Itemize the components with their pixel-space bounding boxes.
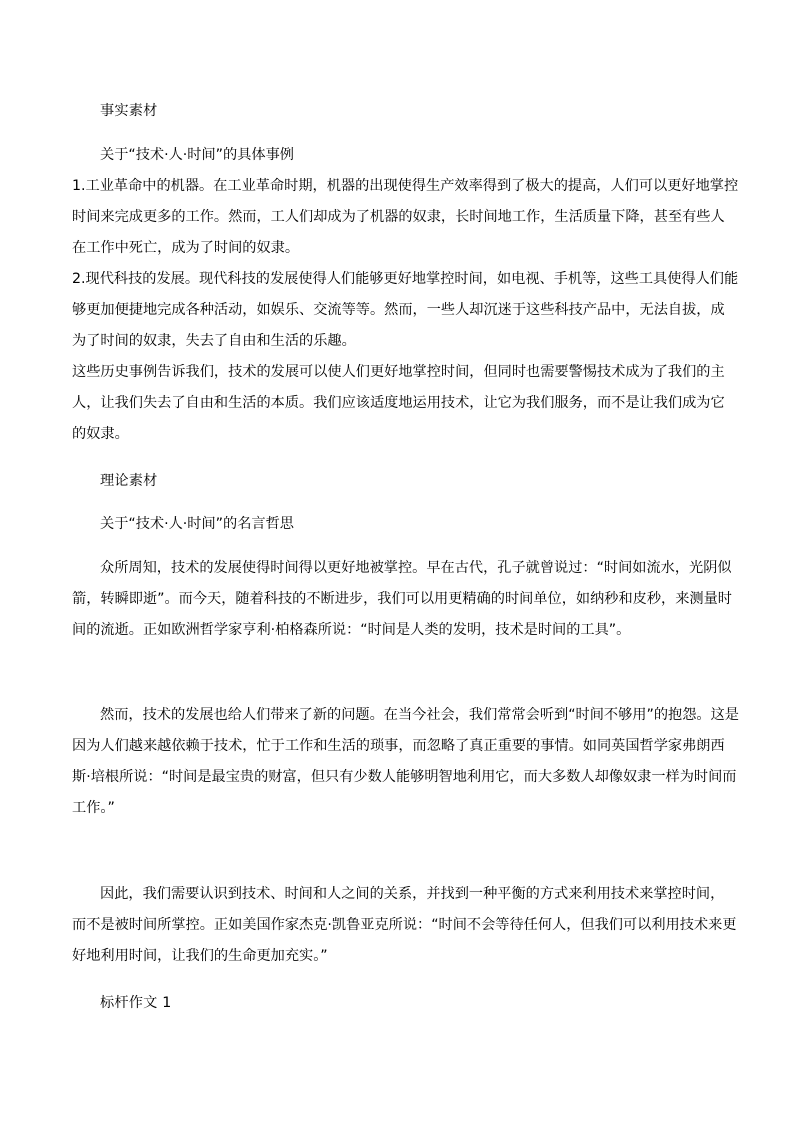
section-title-theory: 理论素材 <box>100 473 158 489</box>
quote3-line2: 而不是被时间所掌控。正如美国作家杰克·凯鲁亚克所说：“时间不会等待任何人，但我们可以利用技术来更 <box>72 917 737 933</box>
quote2-line3: 斯·培根所说：“时间是最宝贵的财富，但只有少数人能够明智地利用它，而大多数人却像奴隶一样为时间而 <box>72 769 737 785</box>
summary-line2: 人，让我们失去了自由和生活的本质。我们应该适度地运用技术，让它为我们服务，而不是让我们成为它 <box>72 395 725 411</box>
example1-line3: 在工作中死亡，成为了时间的奴隶。 <box>72 240 300 256</box>
section-title-facts: 事实素材 <box>100 103 158 119</box>
section-subtitle-examples: 关于“技术·人·时间”的具体事例 <box>100 147 294 163</box>
quote1-line1: 众所周知，技术的发展使得时间得以更好地被掌控。早在古代，孔子就曾说过：“时间如流水，光阴似 <box>100 560 732 576</box>
quote1-line3: 间的流逝。正如欧洲哲学家亨利·柏格森所说：“时间是人类的发明，技术是时间的工具”。 <box>72 622 631 638</box>
quote2-line4: 工作。” <box>72 800 115 816</box>
section-title-model-essay: 标杆作文 1 <box>100 995 172 1011</box>
example2-line3: 为了时间的奴隶，失去了自由和生活的乐趣。 <box>72 333 356 349</box>
example1-line1: 1.工业革命中的机器。在工业革命时期，机器的出现使得生产效率得到了极大的提高，人们可以更好地掌控 <box>72 178 739 194</box>
example1-line2: 时间来完成更多的工作。然而，工人们却成为了机器的奴隶，长时间地工作，生活质量下降，甚至有些人 <box>72 209 725 225</box>
quote2-line2: 因为人们越来越依赖于技术，忙于工作和生活的琐事，而忽略了真正重要的事情。如同英国哲学家弗朗西 <box>72 738 725 754</box>
quote2-line1: 然而，技术的发展也给人们带来了新的问题。在当今社会，我们常常会听到“时间不够用”的抱怨。这是 <box>100 707 739 723</box>
summary-line3: 的奴隶。 <box>72 426 129 442</box>
example2-line2: 够更加便捷地完成各种活动，如娱乐、交流等等。然而，一些人却沉迷于这些科技产品中，无法自拔，成 <box>72 302 725 318</box>
example2-line1: 2.现代科技的发展。现代科技的发展使得人们能够更好地掌控时间，如电视、手机等，这些工具使得人们能 <box>72 271 739 287</box>
section-subtitle-quotes: 关于“技术·人·时间”的名言哲思 <box>100 516 294 532</box>
quote1-line2: 箭，转瞬即逝”。而今天，随着科技的不断进步，我们可以用更精确的时间单位，如纳秒和皮秒，来测量时 <box>72 591 732 607</box>
quote3-line1: 因此，我们需要认识到技术、时间和人之间的关系，并找到一种平衡的方式来利用技术来掌控时间， <box>100 886 725 902</box>
summary-line1: 这些历史事例告诉我们，技术的发展可以使人们更好地掌控时间，但同时也需要警惕技术成为了我们的主 <box>72 364 725 380</box>
quote3-line3: 好地利用时间，让我们的生命更加充实。” <box>72 948 328 964</box>
